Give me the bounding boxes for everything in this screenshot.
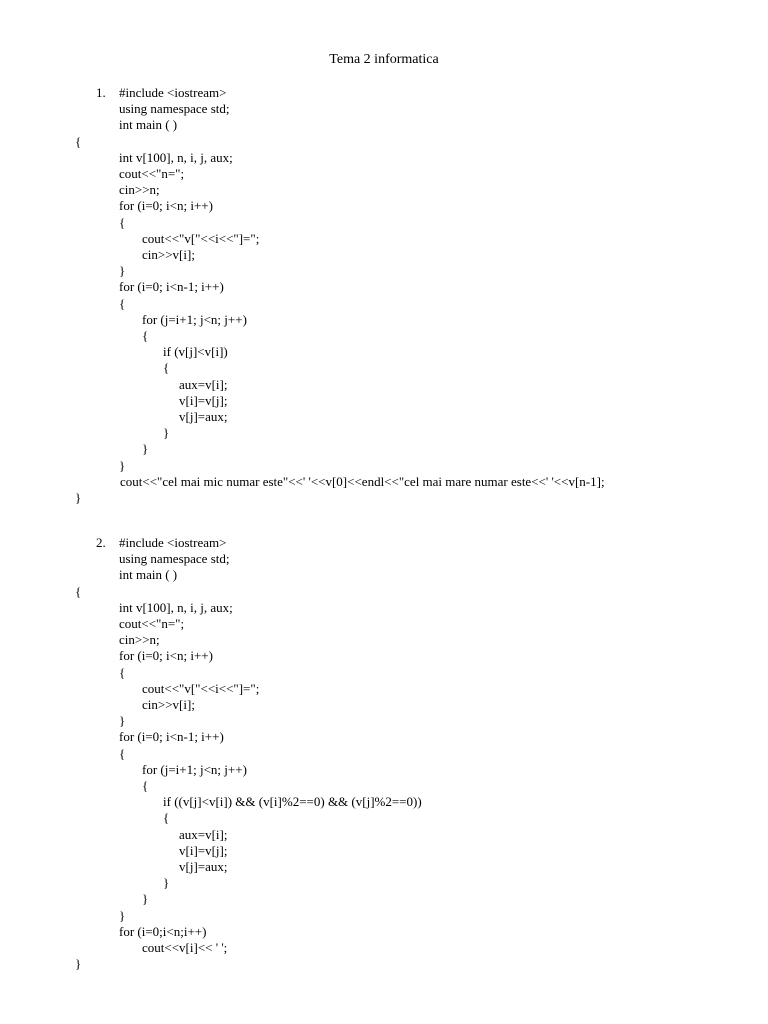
code-line: int v[100], n, i, j, aux;	[119, 149, 233, 165]
code-line: int v[100], n, i, j, aux;	[119, 599, 233, 615]
code-line: v[j]=aux;	[179, 859, 228, 874]
code-line: cin>>n;	[119, 182, 160, 198]
code-line: {	[163, 810, 170, 826]
code-line: {	[163, 360, 170, 376]
code-line: for (i=0;i<n;i++)	[119, 923, 207, 939]
code-line: {	[119, 745, 126, 761]
code-line: for (j=i+1; j<n; j++)	[142, 761, 247, 777]
code-line: for (i=0; i<n-1; i++)	[119, 279, 224, 295]
code-line: cout<<"v["<<i<<"]=";	[142, 680, 260, 696]
code-line: for (i=0; i<n-1; i++)	[119, 729, 224, 745]
code-line: }	[75, 956, 82, 972]
code-line: }	[142, 441, 149, 457]
code-line: }	[119, 457, 126, 473]
code-line: if ((v[j]<v[i]) && (v[i]%2==0) && (v[j]%2==0))	[163, 794, 422, 810]
code-line: {	[75, 583, 82, 599]
code-line: {	[75, 133, 82, 149]
code-line: }	[119, 713, 126, 729]
code-line: }	[142, 891, 149, 907]
code-line: }	[163, 425, 170, 441]
code-line: int main ( )	[119, 117, 178, 133]
code-line: for (j=i+1; j<n; j++)	[142, 311, 247, 327]
code-line: using namespace std;	[119, 551, 230, 567]
list-number: 1.	[96, 85, 106, 100]
code-line: }	[75, 490, 82, 505]
code-line: v[j]=aux;	[179, 409, 228, 424]
code-line: if (v[j]<v[i])	[163, 344, 228, 360]
code-line: for (i=0; i<n; i++)	[119, 648, 213, 664]
code-line: {	[119, 295, 126, 311]
code-line: {	[119, 664, 126, 680]
code-line: aux=v[i];	[179, 376, 228, 392]
code-line: cin>>v[i];	[142, 247, 195, 262]
code-line: }	[119, 263, 126, 279]
code-line: cout<<"n=";	[119, 166, 185, 181]
code-line: {	[142, 328, 149, 343]
list-number: 2.	[96, 535, 106, 550]
code-line: cin>>v[i];	[142, 697, 195, 712]
code-line: int main ( )	[119, 567, 178, 583]
code-line: {	[142, 778, 149, 793]
code-line: cout<<"v["<<i<<"]=";	[142, 230, 260, 246]
code-line: #include <iostream>	[119, 535, 227, 550]
code-line: #include <iostream>	[119, 85, 227, 100]
code-line: {	[119, 214, 126, 230]
code-line: }	[163, 875, 170, 891]
document-title: Tema 2 informatica	[329, 52, 439, 67]
code-line: cout<<"cel mai mic numar este"<<' '<<v[0]<<endl<<"cel mai mare numar este<<' '<<v[n-1];	[120, 473, 605, 489]
code-line: for (i=0; i<n; i++)	[119, 198, 213, 214]
code-line: cin>>n;	[119, 632, 160, 648]
code-line: aux=v[i];	[179, 826, 228, 842]
code-line: cout<<"n=";	[119, 616, 185, 631]
code-line: cout<<v[i]<< ' ';	[142, 940, 228, 955]
code-line: }	[119, 907, 126, 923]
code-line: using namespace std;	[119, 101, 230, 117]
code-line: v[i]=v[j];	[179, 842, 228, 858]
code-line: v[i]=v[j];	[179, 392, 228, 408]
